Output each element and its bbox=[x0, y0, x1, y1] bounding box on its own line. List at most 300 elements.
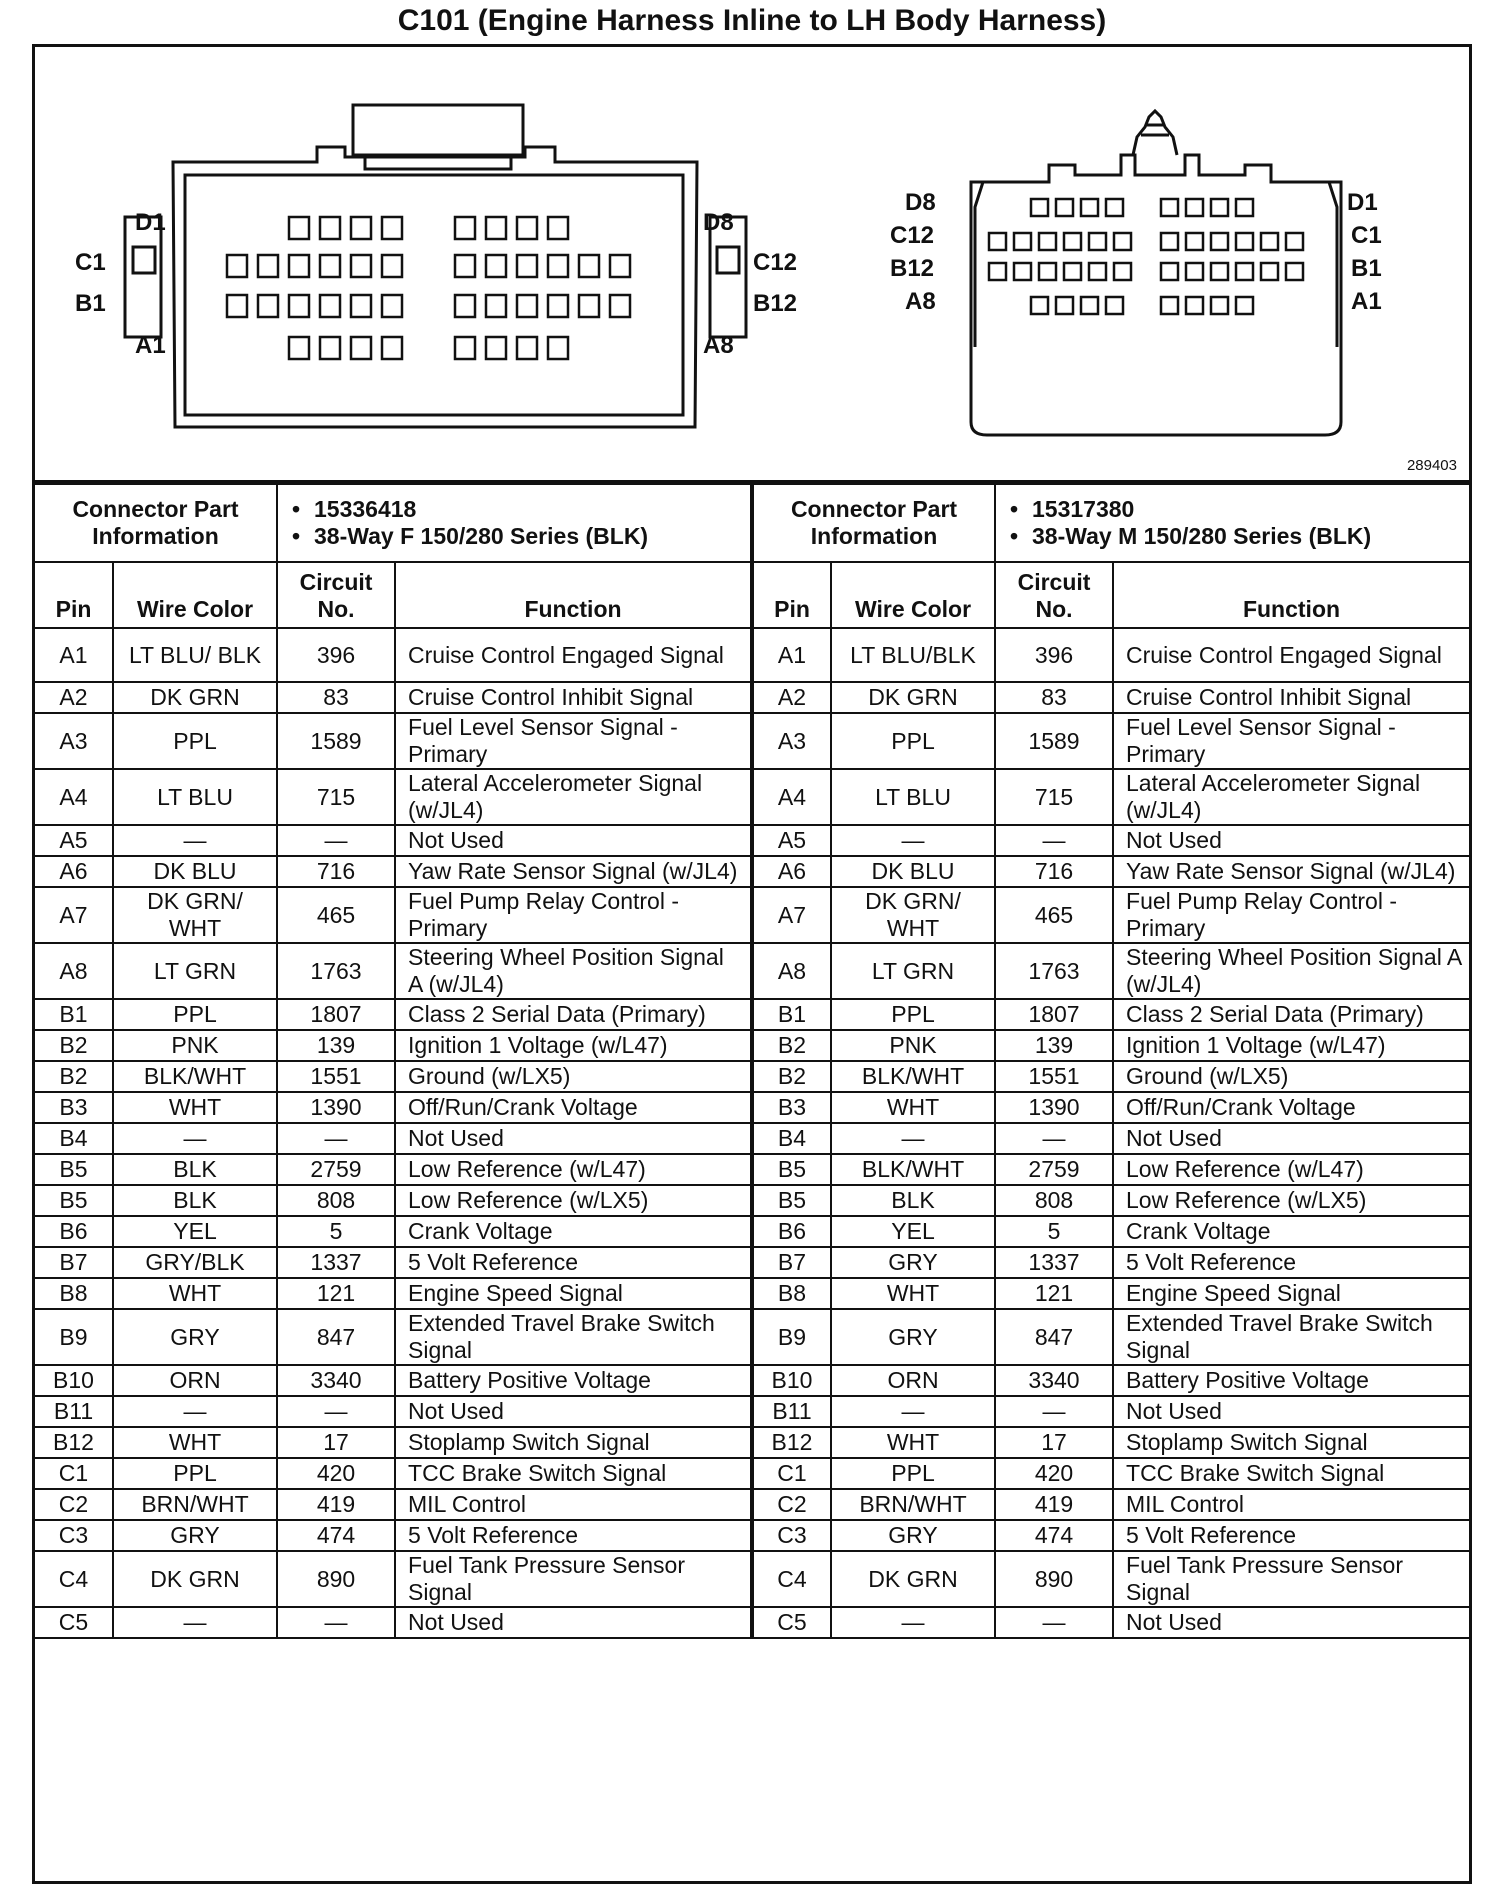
table-row bbox=[35, 1427, 751, 1458]
connector-cavity bbox=[1031, 199, 1048, 216]
left-connector-table bbox=[35, 483, 752, 1639]
connector-cavity bbox=[610, 295, 630, 317]
function-cell: Extended Travel Brake Switch Signal bbox=[1113, 1309, 1469, 1365]
connector-cavity bbox=[1161, 263, 1178, 280]
wire-color-cell: LT BLU/BLK bbox=[831, 628, 995, 682]
pin-cell: C5 bbox=[35, 1607, 113, 1638]
pin-cell: B5 bbox=[753, 1185, 831, 1216]
pin-cell: B12 bbox=[35, 1427, 113, 1458]
pin-cell: A7 bbox=[753, 887, 831, 943]
pin-cell: B12 bbox=[753, 1427, 831, 1458]
connector-cavity bbox=[455, 295, 475, 317]
table-row bbox=[753, 713, 1469, 769]
table-row bbox=[35, 1092, 751, 1123]
part-info-label: Connector Part Information bbox=[753, 484, 995, 562]
diagram-label-b12: B12 bbox=[753, 290, 798, 317]
table-row bbox=[753, 943, 1469, 999]
function-cell: Fuel Tank Pressure Sensor Signal bbox=[1113, 1551, 1469, 1607]
connector-cavity bbox=[382, 217, 402, 239]
connector-cavity bbox=[351, 337, 371, 359]
circuit-cell: 1337 bbox=[995, 1247, 1113, 1278]
figure-number: 289403 bbox=[1406, 457, 1457, 474]
connector-cavity bbox=[1161, 297, 1178, 314]
diagram-label-r-d8: D8 bbox=[905, 189, 936, 216]
function-cell: Class 2 Serial Data (Primary) bbox=[395, 999, 751, 1030]
connector-cavity bbox=[517, 217, 537, 239]
connector-cavity bbox=[579, 255, 599, 277]
header-function: Function bbox=[1113, 562, 1469, 628]
circuit-cell: — bbox=[995, 1123, 1113, 1154]
table-row bbox=[753, 1520, 1469, 1551]
diagram-label-d8: D8 bbox=[703, 209, 734, 236]
circuit-cell: 1589 bbox=[277, 713, 395, 769]
pin-cell: A4 bbox=[753, 769, 831, 825]
pin-cell: B3 bbox=[35, 1092, 113, 1123]
wire-color-cell: LT GRN bbox=[831, 943, 995, 999]
connector-cavity bbox=[1089, 263, 1106, 280]
function-cell: Ground (w/LX5) bbox=[1113, 1061, 1469, 1092]
connector-cavity bbox=[1064, 233, 1081, 250]
part-info-row bbox=[35, 484, 751, 562]
circuit-cell: 715 bbox=[995, 769, 1113, 825]
pin-cell: C2 bbox=[35, 1489, 113, 1520]
diagram-label-r-d1: D1 bbox=[1347, 189, 1378, 216]
pin-cell: B9 bbox=[753, 1309, 831, 1365]
pin-cell: B2 bbox=[753, 1030, 831, 1061]
function-cell: Ground (w/LX5) bbox=[395, 1061, 751, 1092]
pin-cell: A3 bbox=[35, 713, 113, 769]
connector-cavity bbox=[517, 255, 537, 277]
table-row bbox=[753, 1427, 1469, 1458]
circuit-cell: 1807 bbox=[995, 999, 1113, 1030]
part-number: • 15317380 bbox=[1032, 496, 1463, 523]
circuit-cell: 465 bbox=[995, 887, 1113, 943]
connector-diagram bbox=[35, 47, 1469, 483]
function-cell: 5 Volt Reference bbox=[1113, 1520, 1469, 1551]
pin-cell: B6 bbox=[35, 1216, 113, 1247]
connector-cavity bbox=[1161, 199, 1178, 216]
diagram-label-r-c12: C12 bbox=[890, 222, 935, 249]
connector-cavity bbox=[486, 255, 506, 277]
connector-cavity bbox=[1064, 263, 1081, 280]
connector-cavity bbox=[227, 255, 247, 277]
connector-cavity bbox=[1211, 297, 1228, 314]
wire-color-cell: PPL bbox=[831, 999, 995, 1030]
right-connector-table bbox=[752, 483, 1469, 1639]
function-cell: Not Used bbox=[395, 1607, 751, 1638]
pin-cell: C5 bbox=[753, 1607, 831, 1638]
wire-color-cell: GRY bbox=[831, 1309, 995, 1365]
table-row bbox=[35, 943, 751, 999]
circuit-cell: 5 bbox=[995, 1216, 1113, 1247]
wire-color-cell: — bbox=[113, 1123, 277, 1154]
table-row bbox=[35, 1607, 751, 1638]
pin-cell: B1 bbox=[753, 999, 831, 1030]
header-circuit-no: Circuit No. bbox=[277, 562, 395, 628]
connector-cavity bbox=[1089, 233, 1106, 250]
wire-color-cell: — bbox=[113, 825, 277, 856]
wire-color-cell: GRY bbox=[113, 1309, 277, 1365]
wire-color-cell: PNK bbox=[831, 1030, 995, 1061]
pin-cell: B10 bbox=[753, 1365, 831, 1396]
wire-color-cell: LT BLU bbox=[113, 769, 277, 825]
circuit-cell: — bbox=[995, 1396, 1113, 1427]
wire-color-cell: BLK bbox=[113, 1154, 277, 1185]
wire-color-cell: GRY bbox=[113, 1520, 277, 1551]
circuit-cell: 83 bbox=[277, 682, 395, 713]
circuit-cell: 1390 bbox=[277, 1092, 395, 1123]
function-cell: Extended Travel Brake Switch Signal bbox=[395, 1309, 751, 1365]
circuit-cell: 83 bbox=[995, 682, 1113, 713]
function-cell: Off/Run/Crank Voltage bbox=[395, 1092, 751, 1123]
circuit-cell: 5 bbox=[277, 1216, 395, 1247]
function-cell: Ignition 1 Voltage (w/L47) bbox=[1113, 1030, 1469, 1061]
table-row bbox=[35, 1185, 751, 1216]
wire-color-cell: — bbox=[113, 1607, 277, 1638]
circuit-cell: 1763 bbox=[995, 943, 1113, 999]
wire-color-cell: BLK bbox=[113, 1185, 277, 1216]
table-row bbox=[35, 1278, 751, 1309]
wire-color-cell: PPL bbox=[113, 999, 277, 1030]
part-info-label: Connector Part Information bbox=[35, 484, 277, 562]
connector-cavity bbox=[351, 295, 371, 317]
pin-cell: B2 bbox=[753, 1061, 831, 1092]
table-row bbox=[753, 1123, 1469, 1154]
wire-color-cell: WHT bbox=[113, 1092, 277, 1123]
table-row bbox=[35, 999, 751, 1030]
function-cell: TCC Brake Switch Signal bbox=[395, 1458, 751, 1489]
connector-cavity bbox=[1236, 199, 1253, 216]
wire-color-cell: ORN bbox=[113, 1365, 277, 1396]
circuit-cell: 1551 bbox=[277, 1061, 395, 1092]
wire-color-cell: PPL bbox=[113, 1458, 277, 1489]
pin-cell: B7 bbox=[753, 1247, 831, 1278]
connector-cavity bbox=[1056, 199, 1073, 216]
pin-cell: C4 bbox=[753, 1551, 831, 1607]
diagram-label-b1: B1 bbox=[75, 290, 106, 317]
circuit-cell: 3340 bbox=[995, 1365, 1113, 1396]
pin-cell: B8 bbox=[35, 1278, 113, 1309]
wire-color-cell: BLK/WHT bbox=[831, 1061, 995, 1092]
circuit-cell: 1807 bbox=[277, 999, 395, 1030]
pin-cell: B5 bbox=[35, 1185, 113, 1216]
diagram-label-d1: D1 bbox=[135, 209, 166, 236]
connector-cavity bbox=[1106, 297, 1123, 314]
connector-cavity bbox=[320, 337, 340, 359]
table-row bbox=[35, 825, 751, 856]
table-row bbox=[35, 1123, 751, 1154]
function-cell: Fuel Pump Relay Control - Primary bbox=[1113, 887, 1469, 943]
wire-color-cell: — bbox=[831, 825, 995, 856]
table-row bbox=[753, 887, 1469, 943]
document-frame bbox=[32, 44, 1472, 1884]
pin-cell: A3 bbox=[753, 713, 831, 769]
diagram-label-r-c1: C1 bbox=[1351, 222, 1382, 249]
connector-cavity bbox=[1186, 263, 1203, 280]
circuit-cell: 847 bbox=[277, 1309, 395, 1365]
wire-color-cell: — bbox=[831, 1396, 995, 1427]
connector-cavity bbox=[1236, 297, 1253, 314]
header-wire-color: Wire Color bbox=[113, 562, 277, 628]
header-circuit-no: Circuit No. bbox=[995, 562, 1113, 628]
wire-color-cell: YEL bbox=[113, 1216, 277, 1247]
pin-cell: B4 bbox=[753, 1123, 831, 1154]
circuit-cell: 1763 bbox=[277, 943, 395, 999]
circuit-cell: 1337 bbox=[277, 1247, 395, 1278]
circuit-cell: 396 bbox=[277, 628, 395, 682]
wire-color-cell: DK GRN bbox=[831, 682, 995, 713]
table-row bbox=[35, 1309, 751, 1365]
circuit-cell: — bbox=[277, 1607, 395, 1638]
wire-color-cell: BLK/WHT bbox=[831, 1154, 995, 1185]
diagram-label-r-a1: A1 bbox=[1351, 288, 1382, 315]
pin-cell: B10 bbox=[35, 1365, 113, 1396]
connector-cavity bbox=[1286, 233, 1303, 250]
pin-cell: B11 bbox=[753, 1396, 831, 1427]
diagram-label-r-a8: A8 bbox=[905, 288, 936, 315]
circuit-cell: 808 bbox=[277, 1185, 395, 1216]
circuit-cell: 17 bbox=[995, 1427, 1113, 1458]
table-row bbox=[35, 1247, 751, 1278]
function-cell: Stoplamp Switch Signal bbox=[1113, 1427, 1469, 1458]
circuit-cell: 890 bbox=[277, 1551, 395, 1607]
table-row bbox=[753, 1216, 1469, 1247]
table-row bbox=[35, 1216, 751, 1247]
connector-cavity bbox=[382, 337, 402, 359]
diagram-label-a8: A8 bbox=[703, 332, 734, 359]
pin-cell: B9 bbox=[35, 1309, 113, 1365]
table-row bbox=[753, 769, 1469, 825]
connector-cavity bbox=[1106, 199, 1123, 216]
pin-cell: A5 bbox=[753, 825, 831, 856]
table-row bbox=[753, 1309, 1469, 1365]
table-row bbox=[753, 1551, 1469, 1607]
function-cell: Fuel Level Sensor Signal - Primary bbox=[395, 713, 751, 769]
wire-color-cell: — bbox=[831, 1607, 995, 1638]
function-cell: Cruise Control Inhibit Signal bbox=[395, 682, 751, 713]
connector-cavity bbox=[548, 337, 568, 359]
circuit-cell: 474 bbox=[277, 1520, 395, 1551]
function-cell: Yaw Rate Sensor Signal (w/JL4) bbox=[395, 856, 751, 887]
part-info-values bbox=[277, 484, 751, 562]
table-row bbox=[35, 1551, 751, 1607]
wire-color-cell: ORN bbox=[831, 1365, 995, 1396]
connector-cavity bbox=[1114, 233, 1131, 250]
connector-cavity bbox=[1261, 233, 1278, 250]
pinout-tables bbox=[35, 483, 1469, 1639]
wire-color-cell: BRN/WHT bbox=[831, 1489, 995, 1520]
connector-cavity bbox=[989, 233, 1006, 250]
connector-cavity bbox=[455, 337, 475, 359]
table-row bbox=[35, 856, 751, 887]
function-cell: Not Used bbox=[395, 1396, 751, 1427]
function-cell: Cruise Control Engaged Signal bbox=[395, 628, 751, 682]
diagram-label-a1: A1 bbox=[135, 332, 166, 359]
wire-color-cell: YEL bbox=[831, 1216, 995, 1247]
wire-color-cell: LT BLU/ BLK bbox=[113, 628, 277, 682]
circuit-cell: — bbox=[277, 1123, 395, 1154]
table-row bbox=[35, 628, 751, 682]
connector-cavity bbox=[486, 295, 506, 317]
function-cell: Low Reference (w/L47) bbox=[395, 1154, 751, 1185]
connector-cavity bbox=[486, 217, 506, 239]
table-row bbox=[753, 1396, 1469, 1427]
pin-cell: C3 bbox=[35, 1520, 113, 1551]
pin-cell: A5 bbox=[35, 825, 113, 856]
pin-cell: B7 bbox=[35, 1247, 113, 1278]
pin-cell: A4 bbox=[35, 769, 113, 825]
circuit-cell: 808 bbox=[995, 1185, 1113, 1216]
function-cell: 5 Volt Reference bbox=[395, 1520, 751, 1551]
table-row bbox=[753, 1365, 1469, 1396]
connector-cavity bbox=[548, 295, 568, 317]
diagram-label-r-b12: B12 bbox=[890, 255, 935, 282]
circuit-cell: 3340 bbox=[277, 1365, 395, 1396]
table-row bbox=[35, 1030, 751, 1061]
table-row bbox=[35, 713, 751, 769]
circuit-cell: 420 bbox=[277, 1458, 395, 1489]
wire-color-cell: BRN/WHT bbox=[113, 1489, 277, 1520]
wire-color-cell: — bbox=[113, 1396, 277, 1427]
function-cell: MIL Control bbox=[1113, 1489, 1469, 1520]
function-cell: Fuel Pump Relay Control - Primary bbox=[395, 887, 751, 943]
connector-cavity bbox=[1186, 233, 1203, 250]
table-row bbox=[753, 1458, 1469, 1489]
circuit-cell: 1589 bbox=[995, 713, 1113, 769]
connector-cavity bbox=[579, 295, 599, 317]
circuit-cell: 715 bbox=[277, 769, 395, 825]
left-table-body bbox=[35, 628, 751, 1638]
pin-cell: A6 bbox=[35, 856, 113, 887]
connector-cavity bbox=[1031, 297, 1048, 314]
pin-cell: A2 bbox=[35, 682, 113, 713]
connector-cavity bbox=[610, 255, 630, 277]
diagram-label-r-b1: B1 bbox=[1351, 255, 1382, 282]
function-cell: Class 2 Serial Data (Primary) bbox=[1113, 999, 1469, 1030]
function-cell: Lateral Accelerometer Signal (w/JL4) bbox=[1113, 769, 1469, 825]
table-row bbox=[753, 1154, 1469, 1185]
pin-cell: A8 bbox=[35, 943, 113, 999]
circuit-cell: 121 bbox=[277, 1278, 395, 1309]
circuit-cell: 1551 bbox=[995, 1061, 1113, 1092]
function-cell: Not Used bbox=[395, 825, 751, 856]
function-cell: Steering Wheel Position Signal A (w/JL4) bbox=[395, 943, 751, 999]
connector-cavity bbox=[320, 255, 340, 277]
table-row bbox=[35, 1489, 751, 1520]
function-cell: Not Used bbox=[1113, 1607, 1469, 1638]
circuit-cell: 420 bbox=[995, 1458, 1113, 1489]
function-cell: Fuel Tank Pressure Sensor Signal bbox=[395, 1551, 751, 1607]
pin-cell: A8 bbox=[753, 943, 831, 999]
right-table-body bbox=[753, 628, 1469, 1638]
table-row bbox=[753, 999, 1469, 1030]
connector-cavity bbox=[1236, 263, 1253, 280]
connector-cavity bbox=[1261, 263, 1278, 280]
circuit-cell: 1390 bbox=[995, 1092, 1113, 1123]
function-cell: Crank Voltage bbox=[395, 1216, 751, 1247]
table-row bbox=[753, 825, 1469, 856]
connector-cavity bbox=[258, 295, 278, 317]
circuit-cell: 465 bbox=[277, 887, 395, 943]
circuit-cell: 139 bbox=[277, 1030, 395, 1061]
diagram-label-c12: C12 bbox=[753, 249, 798, 276]
wire-color-cell: DK GRN bbox=[113, 682, 277, 713]
wire-color-cell: DK GRN bbox=[113, 1551, 277, 1607]
wire-color-cell: DK BLU bbox=[113, 856, 277, 887]
connector-cavity bbox=[289, 337, 309, 359]
connector-cavity bbox=[1081, 297, 1098, 314]
circuit-cell: — bbox=[995, 825, 1113, 856]
circuit-cell: 419 bbox=[277, 1489, 395, 1520]
wire-color-cell: LT BLU bbox=[831, 769, 995, 825]
wire-color-cell: WHT bbox=[113, 1427, 277, 1458]
circuit-cell: — bbox=[277, 1396, 395, 1427]
wire-color-cell: WHT bbox=[831, 1092, 995, 1123]
connector-cavity bbox=[351, 255, 371, 277]
table-row bbox=[753, 628, 1469, 682]
right-connector-table-wrap bbox=[752, 483, 1469, 1639]
connector-cavity bbox=[517, 295, 537, 317]
table-row bbox=[35, 887, 751, 943]
function-cell: Ignition 1 Voltage (w/L47) bbox=[395, 1030, 751, 1061]
connector-cavity bbox=[1161, 233, 1178, 250]
function-cell: Fuel Level Sensor Signal - Primary bbox=[1113, 713, 1469, 769]
table-row bbox=[753, 1278, 1469, 1309]
pin-cell: B4 bbox=[35, 1123, 113, 1154]
function-cell: Off/Run/Crank Voltage bbox=[1113, 1092, 1469, 1123]
connector-cavity bbox=[382, 255, 402, 277]
circuit-cell: 890 bbox=[995, 1551, 1113, 1607]
connector-cavity bbox=[1186, 199, 1203, 216]
table-row bbox=[35, 1154, 751, 1185]
wire-color-cell: DK GRN/ WHT bbox=[831, 887, 995, 943]
function-cell: Stoplamp Switch Signal bbox=[395, 1427, 751, 1458]
pin-cell: C2 bbox=[753, 1489, 831, 1520]
table-row bbox=[753, 1247, 1469, 1278]
function-cell: Not Used bbox=[1113, 1396, 1469, 1427]
wire-color-cell: BLK bbox=[831, 1185, 995, 1216]
circuit-cell: — bbox=[277, 825, 395, 856]
connector-cavity bbox=[1014, 233, 1031, 250]
table-row bbox=[753, 1061, 1469, 1092]
connector-cavity bbox=[258, 255, 278, 277]
pin-cell: C1 bbox=[35, 1458, 113, 1489]
function-cell: 5 Volt Reference bbox=[395, 1247, 751, 1278]
wire-color-cell: WHT bbox=[113, 1278, 277, 1309]
connector-cavity bbox=[1211, 263, 1228, 280]
connector-cavity bbox=[548, 217, 568, 239]
connector-cavity bbox=[289, 255, 309, 277]
function-cell: Engine Speed Signal bbox=[1113, 1278, 1469, 1309]
connector-cavity bbox=[455, 255, 475, 277]
connector-cavity bbox=[351, 217, 371, 239]
diagram-label-c1: C1 bbox=[75, 249, 106, 276]
table-row bbox=[753, 1607, 1469, 1638]
connector-drawing bbox=[35, 47, 1469, 480]
part-info-values bbox=[995, 484, 1469, 562]
pin-cell: A6 bbox=[753, 856, 831, 887]
function-cell: Yaw Rate Sensor Signal (w/JL4) bbox=[1113, 856, 1469, 887]
table-row bbox=[35, 769, 751, 825]
connector-cavity bbox=[1039, 233, 1056, 250]
table-row bbox=[753, 1185, 1469, 1216]
table-row bbox=[753, 1092, 1469, 1123]
header-pin: Pin bbox=[35, 562, 113, 628]
wire-color-cell: PNK bbox=[113, 1030, 277, 1061]
function-cell: Battery Positive Voltage bbox=[1113, 1365, 1469, 1396]
table-row bbox=[35, 1061, 751, 1092]
connector-cavity bbox=[548, 255, 568, 277]
